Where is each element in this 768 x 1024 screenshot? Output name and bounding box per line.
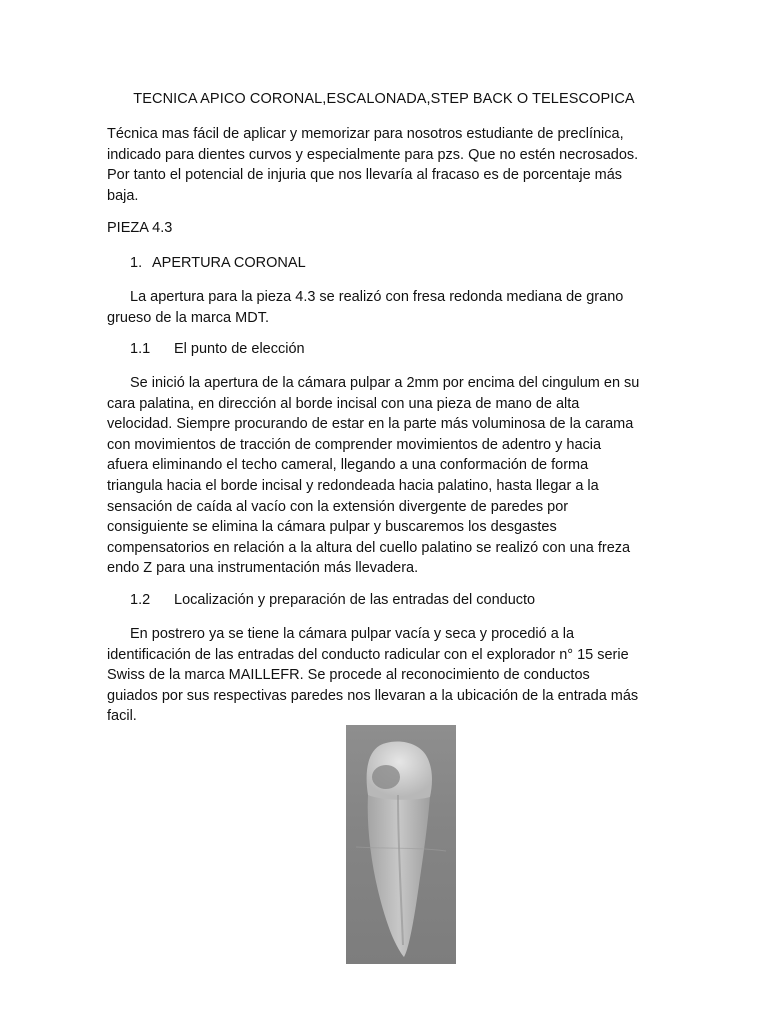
section-1-1-paragraph: [107, 373, 667, 579]
paragraph-line: compensatorios en relación a la altura del cuello palatino se realizó con una freza: [107, 539, 631, 556]
tooth-radiograph-drawing: [346, 725, 456, 964]
intro-line: Por tanto el potencial de injuria que nos llevaría al fracaso es de porcentaje más: [107, 167, 623, 184]
section-1-paragraph: [107, 287, 667, 328]
paragraph-line: endo Z para una instrumentación más llevadera.: [107, 560, 419, 577]
section-1-number: 1.: [130, 255, 143, 271]
paragraph-line: guiados por sus respectivas paredes nos llevaran a la ubicación de la entrada más: [107, 687, 639, 704]
section-1-title: APERTURA CORONAL: [152, 255, 306, 271]
paragraph-line: cara palatina, en dirección al borde incisal con una pieza de mano de alta: [107, 395, 580, 412]
intro-line: indicado para dientes curvos y especialmente para pzs. Que no estén necrosados.: [107, 146, 639, 163]
intro-paragraph: [107, 124, 667, 206]
paragraph-line: Swiss de la marca MAILLEFR. Se procede al reconocimiento de conductos: [107, 667, 590, 684]
section-1-2-number: 1.2: [130, 592, 151, 608]
section-1-1-number: 1.1: [130, 341, 151, 357]
paragraph-line: afuera eliminando el techo cameral, llegando a una conformación de forma: [107, 457, 589, 474]
paragraph-line: facil.: [107, 708, 137, 725]
section-1-2-title: Localización y preparación de las entradas del conducto: [174, 592, 536, 608]
intro-line: baja.: [107, 187, 139, 204]
section-1-1-title: El punto de elección: [174, 341, 305, 357]
section-1-2-paragraph: [107, 624, 667, 727]
paragraph-line: con movimientos de tracción de comprender movimientos de adentro y hacia: [107, 436, 602, 453]
paragraph-line: identificación de las entradas del conducto radicular con el explorador n° 15 serie: [107, 646, 629, 663]
paragraph-line: consiguiente se elimina la cámara pulpar y buscaremos los desgastes: [107, 519, 557, 536]
paragraph-line: triangula hacia el borde incisal y redondeada hacia palatino, hasta llegar a la: [107, 477, 599, 494]
paragraph-line: Se inició la apertura de la cámara pulpar a 2mm por encima del cingulum en su: [130, 375, 640, 391]
paragraph-line: La apertura para la pieza 4.3 se realizó con fresa redonda mediana de grano: [130, 289, 624, 305]
intro-line: Técnica mas fácil de aplicar y memorizar para nosotros estudiante de preclínica,: [107, 126, 624, 142]
document-title: TECNICA APICO CORONAL,ESCALONADA,STEP BACK O TELESCOPICA: [133, 91, 635, 107]
paragraph-line: grueso de la marca MDT.: [107, 309, 269, 326]
pieza-heading: PIEZA 4.3: [107, 220, 173, 236]
paragraph-line: sensación de caída al vacío con la extensión divergente de paredes por: [107, 498, 569, 515]
paragraph-line: En postrero ya se tiene la cámara pulpar vacía y seca y procedió a la: [130, 626, 575, 642]
paragraph-line: velocidad. Siempre procurando de estar en la parte más voluminosa de la carama: [107, 416, 634, 433]
tooth-radiograph-image: [346, 725, 456, 964]
